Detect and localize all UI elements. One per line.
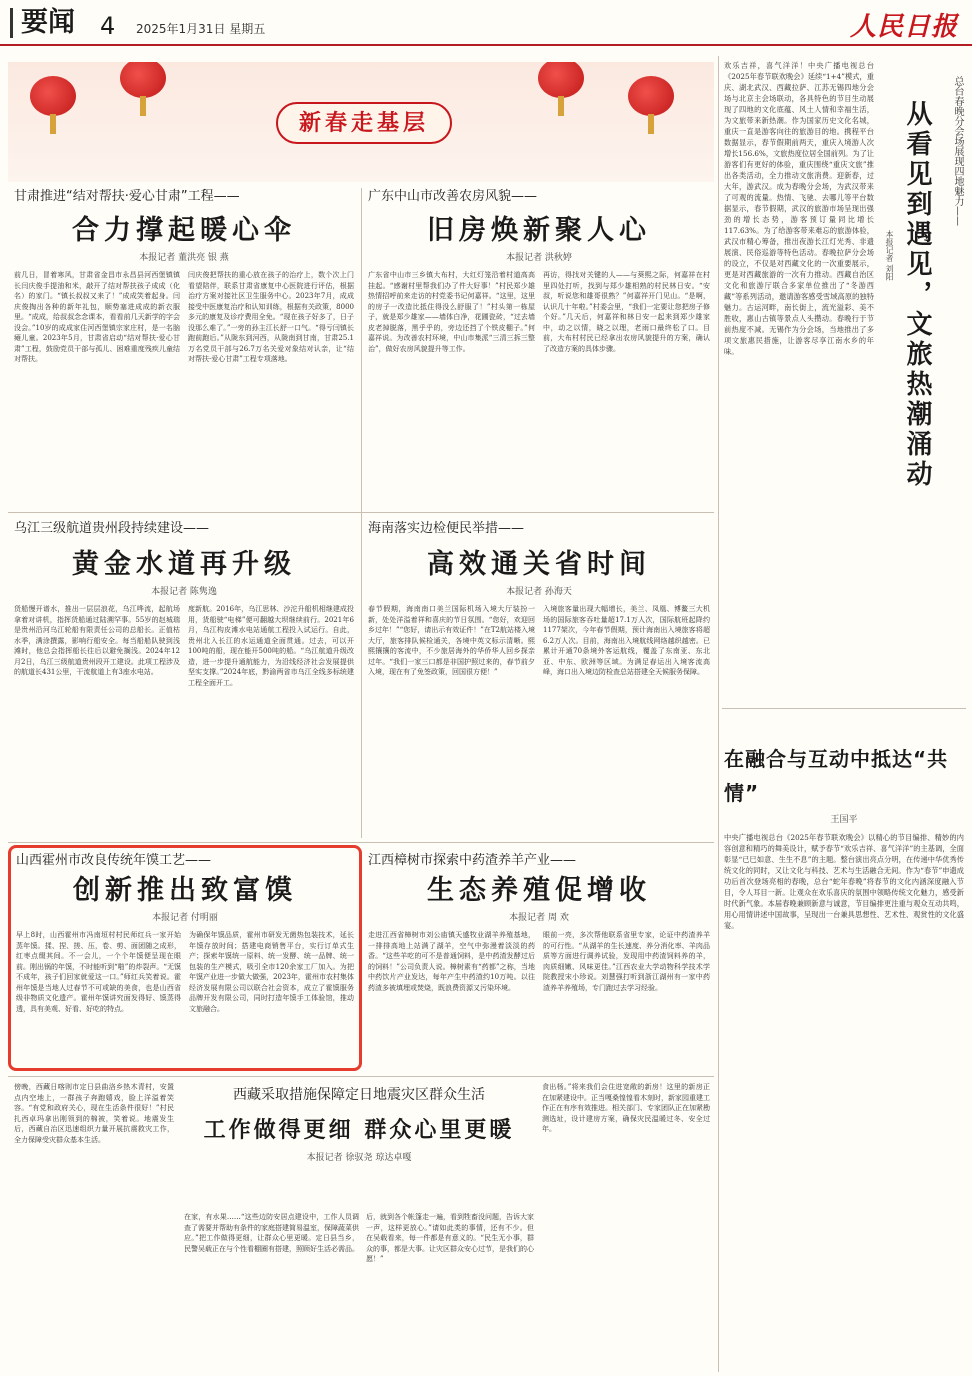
masthead xyxy=(0,0,972,46)
article-byline: 本报记者 洪秋婷 xyxy=(506,253,572,263)
banner-title: 新春走基层 xyxy=(276,102,452,144)
article-headline: 合力撑起暖心伞 xyxy=(72,215,296,246)
column-divider xyxy=(361,188,362,838)
article-kicker: 山西霍州市改良传统年馍工艺—— xyxy=(16,853,212,868)
lantern-icon xyxy=(628,76,674,116)
article-body: 后，就到各个帐篷走一遍，看到牲畜没问题，告诉大家一声，这样更放心。”请如此类的事情，还有不少。但在吴载看来，每一件都是有意义的。“民生无小事，群众的事，都是大事。让灾区群众安心过节，是我们的心愿！” xyxy=(366,1213,534,1263)
article-byline: 本报记者 付明丽 xyxy=(152,913,218,923)
article-cultural-tourism xyxy=(724,60,874,700)
section-divider xyxy=(722,708,966,709)
newspaper-logo: 人民日报 xyxy=(849,12,958,42)
article-body: 傍晚，西藏日喀则市定日县曲洛乡热木青村，安置点内空地上，一群孩子奔跑嬉戏，脸上洋溢着笑容。“有党和政府关心，现在生活条件很好！”村民扎西卓玛拿出刚领到的棉被，笑着说。地震发生后，西藏自治区迅速组织力量开展抗震救灾工作，全力保障受灾群众基本生活。 xyxy=(14,1083,174,1144)
article-hainan xyxy=(368,520,710,838)
article-body: 前几日，冒着寒风，甘肃省金昌市永昌县河西堡镇镇长闫庆俊手提油和米，敲开了结对帮扶孩子成成（化名）的家门。“镇长叔叔又来了！”成成笑着起身。闫庆俊掏出各种的新年礼包，顺势塞进成成的新衣服里。“成成，给叔叔念念课本，看看前几天新学的字会没会。”10岁的成成家住河西堡镇宗家庄村，是一名脑瘫儿童。2023年5月，甘肃省启动“结对帮扶·爱心甘肃”工程，鼓励党员干部与孤儿、困难重度残疾儿童结对帮扶。 xyxy=(14,271,180,363)
article-empathy xyxy=(724,714,964,1372)
article-zhangshu xyxy=(368,852,710,1066)
article-body: 广东省中山市三乡镇大布村，大红灯笼沿着村道高高挂起。“感谢村里帮我们办了件大好事！”村民郑少雄热情招呼前来走访的村党委书记何嘉祥。“这里，这里的房子一改造比抵住得没么舒服了！”村头第一栋屋子，就是郑少雄家——墙体白净，花圃瓷砖，“过去墙皮老掉脱落，黑乎乎的，旁边还挡了个铁皮棚子。”何嘉祥说。为改善农村环境，中山市集派“三清三拆三整治”，做好农房风貌提升等工作。 xyxy=(368,271,535,353)
article-gansu xyxy=(14,188,354,508)
article-kicker: 西藏采取措施保障定日地震灾区群众生活 xyxy=(233,1087,485,1103)
article-body: 春节假期，海南南口美兰国际机场入境大厅装扮一新，处处洋溢着祥和喜庆的节日氛围。“您好，欢迎回乡过年！”“您好，请出示有效证件！”在T2航站楼入境大厅，旅客排队候检通关，各境中英文标示清晰。熙熙攘攘的客流中，不少旅居海外的华侨华人回乡探亲过年。“我们一家三口都是非国护照过来的，春节前夕入境，现在有了免签政策，回国很方便！” xyxy=(368,605,535,676)
article-body: 货船慢开谱水，推出一层层浪花，乌江哗流，起航场拿着对讲机，指挥货船通过陆溯罕事。55岁的赵城瑞是贵州沿河乌江轮船有限责任公司的总船长。正值枯水季，满涂撰露，影响行船安全。每当船船队驶到浅滩时，他总会指挥船长往后以避免搁浅。2024年12月2日，乌江三级航道贵州段开工建设。此项工程涉及的航道长431公里，干流航道上有3座水电站。 xyxy=(14,605,180,676)
article-headline: 黄金水道再升级 xyxy=(72,549,296,580)
article-byline: 王国平 xyxy=(830,815,858,825)
lantern-icon xyxy=(30,76,76,116)
section-divider xyxy=(8,1076,714,1077)
article-tibet xyxy=(14,1082,710,1372)
article-body: 眼前一亮，多次帮他联系省里专家，论证中药渣养羊的可行性。“从湖羊的生长速度、养分消化率、羊肉品质等方面进行调养试验，发现用中药渣饲料养的羊，肉质细嫩、风味更佳。”江西农业大学动物科学技术学院教授宋小珍说。刘慧强打听到浙江湖州有一家中药渣养羊养殖场，专门跑过去学习经验。 xyxy=(543,931,710,992)
article-byline: 本报记者 周 欢 xyxy=(509,913,569,923)
article-kicker: 海南落实边检便民举措—— xyxy=(368,521,525,536)
lantern-icon xyxy=(538,62,584,98)
article-byline: 本报记者 孙海天 xyxy=(506,587,572,597)
section-title: 要闻 xyxy=(10,8,75,38)
article-guangdong xyxy=(368,188,710,508)
article-headline: 生态养殖促增收 xyxy=(427,875,651,906)
article-byline: 本报记者 陈隽逸 xyxy=(151,587,217,597)
feature-byline: 本报记者 刘阳 xyxy=(885,230,894,281)
article-body: 食出杨。”将来我们会住进宽敞的新房！这里的新房正在加紧建设中。正当嘎桑惶惶看木刻时，新家园重建工作正在有序有效推进。相关部门、专家团队正在加紧勘测选址，设计建房方案，确保灾民温暖过冬、安全过年。 xyxy=(542,1083,710,1133)
article-body: 走进江西省樟树市刘公庙镇天盛牧业湖羊养殖基地，一排排高地上站满了湖羊，空气中弥漫着淡淡的药香。“这些羊吃的可不是普通饲料，是中药渣发酵过后的饲料！”公司负责人说。樟树素有“药都”之称，当地中药饮片产业发达，每年产生中药渣约10万吨。以往药渣多被填埋或焚烧，既浪费资源又污染环境。 xyxy=(368,931,535,992)
issue-date: 2025年1月31日 星期五 xyxy=(136,22,266,36)
article-kicker: 乌江三级航道贵州段持续建设—— xyxy=(14,521,210,536)
article-byline: 本报记者 董洪亮 银 燕 xyxy=(139,253,229,263)
article-body: 再访，得找对关键的人——与葵熙之际，何嘉祥在村里四处打听，找到与郑少雄相熟的村民林日安。“安叔，听说您和雄哥很熟？”何嘉祥开门见山。“是啊，认识几十年啦。”村委会里，“我们一定要让您把房子修个好。”几天后，何嘉祥和林日安一起来到郑少雄家中，动之以情，晓之以理，老雨口最终松了口。目前，大布村村民已经拿出农房风貌提升的方案，确认了改造方案的具体步骤。 xyxy=(543,271,710,353)
article-body: 为确保年馍品质，霍州市研发无菌热包装技术，延长年馍存放时间；搭建电商销售平台，实行订单式生产；探索年馍统一原料、统一发酵、统一品牌、统一包装的生产模式，吸引全市120余家工厂加入。为把年馍产业进一步做大做强，2023年，霍州市农村集体经济发展有限公司以联合社会资本，成立了霍馍服务品牌开发有限公司，同时打造年馍手工体验馆，推动文旅融合。 xyxy=(189,931,354,1013)
article-headline: 在融合与互动中抵达“共情” xyxy=(724,747,949,805)
article-byline: 本报记者 徐驭尧 琼达卓嘎 xyxy=(306,1153,412,1163)
article-body: 中央广播电视总台《2025年春节联欢晚会》以精心的节目编排、精妙的内容创意和精巧的舞美设计，赋予春节“欢乐吉祥、喜气洋洋”的主基调，全面彰显“已巳如意、生生不息”的主题。整台演出亮点分明，在传递中华优秀传统文化的同时，又让文化与科技、艺术与生活融合无间。作为“春节”申遗成功后首次登场亮相的春晚，总台“蛇年春晚”将春节的文化内涵深度融入节目，令人耳目一新。让观众在欢乐喜庆的氛围中领略传统文化魅力，感受新时代新气象。本届春晚兼顾新意与诚意，节目编排更注重与观众互动共鸣，用心用情讲述中国故事，呈现出一台兼具思想性、艺术性、观赏性的文化盛宴。 xyxy=(724,833,964,930)
article-headline: 工作做得更细 群众心里更暖 xyxy=(203,1118,515,1143)
article-wujiang xyxy=(14,520,354,838)
article-kicker: 江西樟树市探索中药渣养羊产业—— xyxy=(368,853,577,868)
column-divider xyxy=(718,56,719,1372)
article-body: 度新航。2016年，乌江思林、沙沱升船机相继建成投用，货船驶“电梯”便可翻越大坝继续前行。2021年6月，乌江构皮滩水电站通航工程投入试运行。自此，贵州北入长江的水运通道全面贯通。过去，可以开100吨的船，现在能开500吨的船。“乌江航道升级改造，进一步提升通航能力，为沿线经济社会发展提供坚实支撑。”2024年底，黔渝两省市乌江全线多标统建工程全面开工。 xyxy=(188,605,354,687)
section-divider xyxy=(8,842,714,843)
article-headline: 高效通关省时间 xyxy=(427,549,651,580)
article-kicker: 甘肃推进“结对帮扶·爱心甘肃”工程—— xyxy=(14,189,240,204)
article-kicker: 广东中山市改善农房风貌—— xyxy=(368,189,538,204)
article-huozhou xyxy=(16,852,354,1066)
new-year-banner xyxy=(8,62,714,182)
lantern-icon xyxy=(120,62,166,98)
page-number: 4 xyxy=(100,12,116,40)
feature-kicker: 总台春晚分会场展现四地魅力—— xyxy=(952,76,963,226)
article-body: 闫庆俊把帮扶的重心放在孩子的治疗上，数个次上门看望陪伴，联系甘肃省康复中心医院进行评估，根据治疗方案对接社区卫生服务中心。2023年7月，成成接受中医康复治疗和认知训练，根据有关政策，8000多元的康复及诊疗费用全免。“现在孩子好多了，日子没那么难了。”一旁的孙主江长舒一口气。“得亏闫镇长跑前跑后。”从陇东到河西，从陇南到甘南，甘肃25.1万名党员干部与26.7万名关爱对象结对认亲，让“结对帮扶·爱心甘肃”工程专项落地。 xyxy=(188,271,354,363)
article-body: 在家，有水果……“这些边防安居点建设中，工作人员调查了需要并帮助有条件的家庭搭建简易温室，保障蔬菜供应。”把工作做得更细，让群众心里更暖。定日县当乡，民警吴载正在与个性看棚圈有搭建，照顾好生活必需品。 xyxy=(184,1213,359,1253)
article-headline: 创新推出致富馍 xyxy=(73,875,297,906)
article-body: 入境旅客量出现大幅增长，美兰、凤凰、博鳌三大机场的国际旅客吞吐量超17.1万人次，国际航班起降约1177架次，今年春节假期，预计海南出入境旅客将超6.2万人次。目前，海南出入境航线网络越织越密。已累计开通70条境外客运航线，覆盖了东南亚、东北亚、中东、欧洲等区域。为满足春运出入境客流高峰，海口出入境边防检查总站搭建全天候服务保障。 xyxy=(543,605,710,676)
article-body: 欢乐吉祥，喜气洋洋！中央广播电视总台《2025年春节联欢晚会》延续“1+4”模式，重庆、湖北武汉、西藏拉萨、江苏无锡四地分会场与北京主会场联动，各具特色的节目生动展现了四地的文化底蕴、风土人情和幸福生活，为文旅带来新热潮。作为国家历史文化名城，重庆一直是游客向往的旅游目的地。携程平台数据显示，春节假期前两天，重庆入境游人次增长156.6%，文旅热度位居全国前列。为了让游客们有更好的体验，重庆围绕“重庆文旅”推出各类活动，全力推动文旅消费。迎新春，过大年，游武汉。成为春晚分会场，为武汉带来了可观的流量。热情、飞驰、去哪儿等平台数据显示，春节假期，武汉的旅游市场呈现出强劲的增长态势，游客预订量同比增长117.63%。为了给游客带来难忘的旅游体验，武汉市精心筹备，推出夜游长江灯光秀、非遗展演、民俗巡游等特色活动。春晚拉萨分会场的设立，不仅是对西藏文化的一次重要展示，更是对西藏旅游的一次有力推动。西藏自治区文化和旅游厅联合多家单位推出了“冬游西藏”等系列活动，邀请游客感受雪域高原的独特魅力。古运河畔，南长街上，流光溢彩、美不胜收，惠山古镇等景点人头攒动。春晚行于节前热度不减。无锡作为分会场，当地推出了多项文旅惠民措施，让游客尽享江南水乡的年味。 xyxy=(724,61,874,356)
article-body: 早上8时，山西霍州市冯南垣村村民师红兵一家开始蒸年馍。揉、捏、搓、压，卷、剪、面团随之成形，红枣点缀其间。不一会儿，一个个年馍便呈现在眼前。刚出锅的年馍，不时能听到“啪”的炸裂声。“无馍不成年，孩子们回家就爱这一口。”师红兵笑着说。霍州年馍是当地人过春节不可或缺的美食，也是山西省级非物质文化遗产。霍州年馍讲究面发得好、馍蒸得透，具有美观、好看、好吃的特点。 xyxy=(16,931,181,1013)
feature-headline: 从看见到遇见，文旅热潮涌动 xyxy=(902,100,932,490)
article-headline: 旧房焕新聚人心 xyxy=(427,215,651,246)
